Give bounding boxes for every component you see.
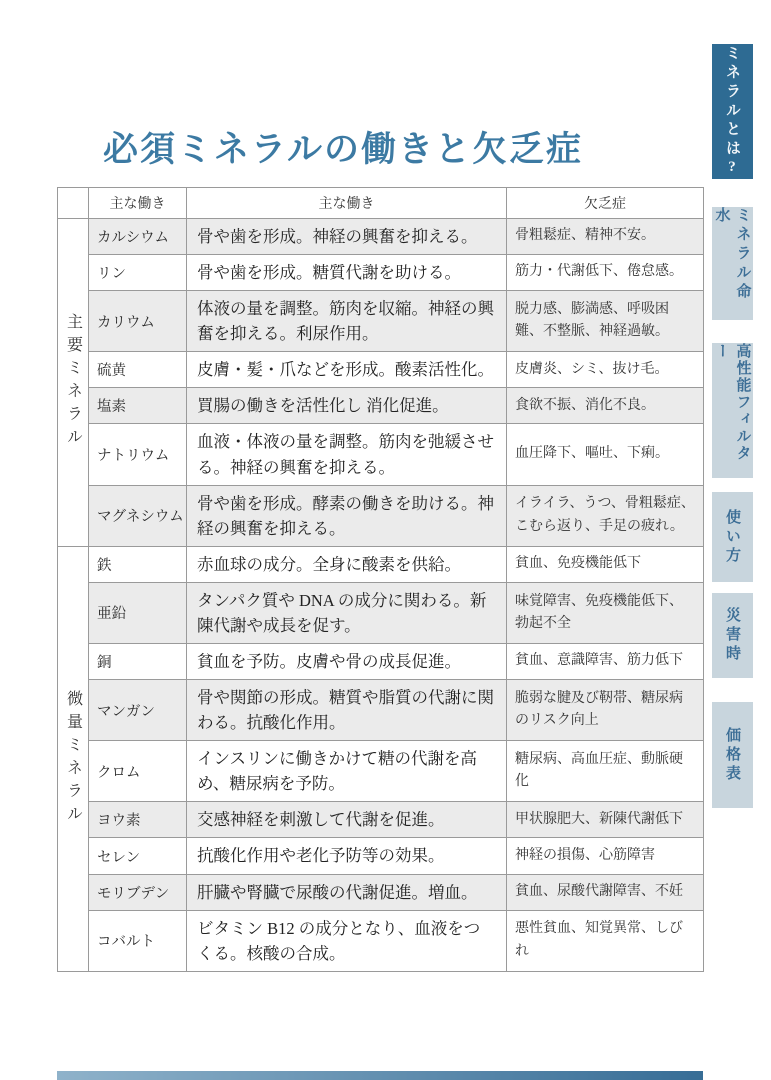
function-cell: 血液・体液の量を調整。筋肉を弛緩させる。神経の興奮を抑える。: [187, 424, 507, 485]
table-row: [58, 388, 704, 424]
function-cell: インスリンに働きかけて糖の代謝を高め、糖尿病を予防。: [187, 741, 507, 802]
deficiency-cell: 神経の損傷、心筋障害: [507, 838, 704, 874]
table-row: [58, 582, 704, 643]
function-cell: 体液の量を調整。筋肉を収縮。神経の興奮を抑える。利尿作用。: [187, 291, 507, 352]
mineral-name-cell: 硫黄: [89, 352, 187, 388]
deficiency-cell: 甲状腺肥大、新陳代謝低下: [507, 802, 704, 838]
table-row: [58, 255, 704, 291]
mineral-name-cell: ナトリウム: [89, 424, 187, 485]
function-cell: 皮膚・髪・爪などを形成。酸素活性化。: [187, 352, 507, 388]
table-row: [58, 910, 704, 971]
mineral-name-cell: セレン: [89, 838, 187, 874]
mineral-name-cell: 亜鉛: [89, 582, 187, 643]
table-row: [58, 291, 704, 352]
deficiency-cell: 血圧降下、嘔吐、下痢。: [507, 424, 704, 485]
table-row: [58, 546, 704, 582]
mineral-name-cell: マグネシウム: [89, 485, 187, 546]
mineral-name-cell: クロム: [89, 741, 187, 802]
mineral-name-cell: 塩素: [89, 388, 187, 424]
mineral-name-cell: モリブデン: [89, 874, 187, 910]
function-cell: 骨や歯を形成。神経の興奮を抑える。: [187, 219, 507, 255]
function-cell: 骨や関節の形成。糖質や脂質の代謝に関わる。抗酸化作用。: [187, 680, 507, 741]
function-cell: 抗酸化作用や老化予防等の効果。: [187, 838, 507, 874]
header-mineral-column: 主な働き: [89, 188, 187, 219]
bottom-divider-bar: [57, 1071, 703, 1080]
table-row: [58, 219, 704, 255]
minerals-table: [57, 187, 704, 972]
sidebar-tab-how-to-use[interactable]: 使い方: [712, 492, 753, 582]
sidebar-tab-high-performance-filter[interactable]: 高性能フィルター: [712, 343, 753, 478]
table-row: [58, 352, 704, 388]
mineral-name-cell: コバルト: [89, 910, 187, 971]
deficiency-cell: 糖尿病、高血圧症、動脈硬化: [507, 741, 704, 802]
sidebar-tab-price-list[interactable]: 価格表: [712, 702, 753, 808]
mineral-name-cell: ヨウ素: [89, 802, 187, 838]
deficiency-cell: 貧血、意識障害、筋力低下: [507, 644, 704, 680]
sidebar-tab-what-are-minerals[interactable]: ミネラルとは?: [712, 44, 753, 179]
function-cell: 貧血を予防。皮膚や骨の成長促進。: [187, 644, 507, 680]
table-row: [58, 680, 704, 741]
table-row: [58, 802, 704, 838]
deficiency-cell: 味覚障害、免疫機能低下、勃起不全: [507, 582, 704, 643]
header-function-column: 主な働き: [187, 188, 507, 219]
function-cell: 買腸の働きを活性化し 消化促進。: [187, 388, 507, 424]
sidebar-tab-disaster-time[interactable]: 災害時: [712, 593, 753, 678]
group-label-major-minerals: 主要ミネラル: [58, 219, 89, 547]
header-deficiency-column: 欠乏症: [507, 188, 704, 219]
mineral-name-cell: マンガン: [89, 680, 187, 741]
deficiency-cell: 悪性貧血、知覚異常、しびれ: [507, 910, 704, 971]
mineral-name-cell: カルシウム: [89, 219, 187, 255]
function-cell: 赤血球の成分。全身に酸素を供給。: [187, 546, 507, 582]
header-corner-cell: [58, 188, 89, 219]
function-cell: タンパク質や DNA の成分に関わる。新陳代謝や成長を促す。: [187, 582, 507, 643]
mineral-name-cell: 鉄: [89, 546, 187, 582]
table-row: [58, 424, 704, 485]
mineral-name-cell: 銅: [89, 644, 187, 680]
table-header-row: [58, 188, 704, 219]
function-cell: 骨や歯を形成。糖質代謝を助ける。: [187, 255, 507, 291]
function-cell: 交感神経を刺激して代謝を促進。: [187, 802, 507, 838]
group-label-trace-minerals: 微量ミネラル: [58, 546, 89, 971]
table-row: [58, 485, 704, 546]
table-row: [58, 644, 704, 680]
deficiency-cell: 筋力・代謝低下、倦怠感。: [507, 255, 704, 291]
function-cell: 肝臓や腎臓で尿酸の代謝促進。増血。: [187, 874, 507, 910]
table-row: [58, 874, 704, 910]
table-row: [58, 838, 704, 874]
mineral-name-cell: カリウム: [89, 291, 187, 352]
function-cell: ビタミン B12 の成分となり、血液をつくる。核酸の合成。: [187, 910, 507, 971]
deficiency-cell: 貧血、尿酸代謝障害、不妊: [507, 874, 704, 910]
deficiency-cell: イライラ、うつ、骨粗鬆症、こむら返り、手足の疲れ。: [507, 485, 704, 546]
table-row: [58, 741, 704, 802]
deficiency-cell: 皮膚炎、シミ、抜け毛。: [507, 352, 704, 388]
mineral-name-cell: リン: [89, 255, 187, 291]
deficiency-cell: 食欲不振、消化不良。: [507, 388, 704, 424]
deficiency-cell: 骨粗鬆症、精神不安。: [507, 219, 704, 255]
function-cell: 骨や歯を形成。酵素の働きを助ける。神経の興奮を抑える。: [187, 485, 507, 546]
page-title: 必須ミネラルの働きと欠乏症: [103, 130, 583, 169]
deficiency-cell: 脆弱な腱及び靭帯、糖尿病のリスク向上: [507, 680, 704, 741]
deficiency-cell: 脱力感、膨満感、呼吸困難、不整脈、神経過敏。: [507, 291, 704, 352]
sidebar-tab-mineral-meisui[interactable]: ミネラル命水: [712, 207, 753, 320]
deficiency-cell: 貧血、免疫機能低下: [507, 546, 704, 582]
